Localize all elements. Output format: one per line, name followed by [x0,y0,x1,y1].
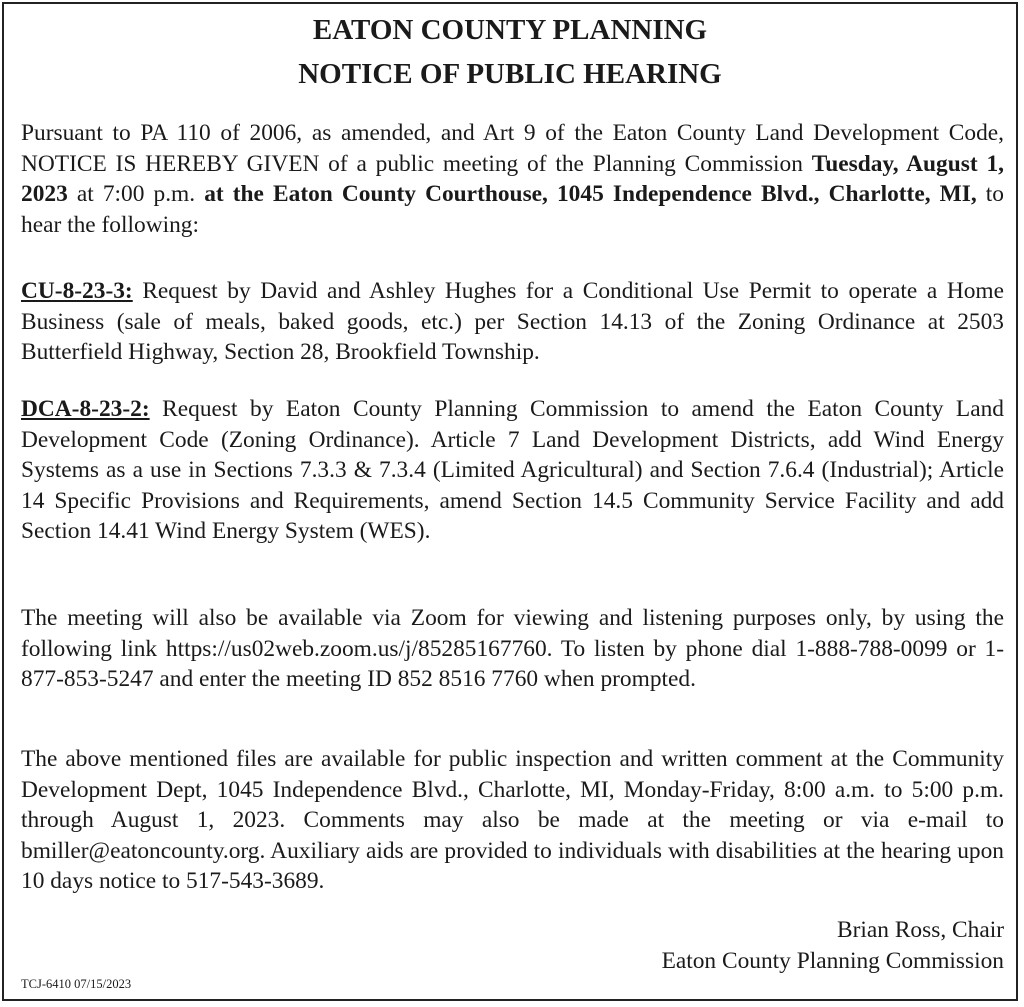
zoom-paragraph: The meeting will also be available via Zoom for viewing and listening purposes only, by using the following link https://us02web.zoom.us/j/85285167760. To listen by phone dial 1-888-788-0099 or 1-877-853-5247 and enter the meeting ID 852 8516 7760 when prompted. [21,605,1004,693]
case-id-dca: DCA-8-23-2: [21,396,150,422]
intro-paragraph [21,118,1004,240]
signature-block [662,915,1004,976]
case-id-cu: CU-8-23-3: [21,278,133,304]
notice-heading [4,8,1016,96]
heading-line-2: NOTICE OF PUBLIC HEARING [298,58,722,90]
heading-line-1: EATON COUNTY PLANNING [312,14,708,46]
case-item-dca [21,394,1004,547]
intro-text-2: at 7:00 p.m. [67,181,205,208]
intro-text-3: to hear the following: [21,181,1004,238]
case-text-dca: Request by Eaton County Planning Commission to amend the Eaton County Land Development Code (Zoning Ordinance). Article 7 Land Development Districts, add Wind Energy Systems as a use in Sections 7.3.3 & 7.3.4 (Limited Agricultural) and Section 7.6.4 (Industrial); Article 14 Specific Provisions and Requirements, amend Section 14.5 Community Service Facility and add Section 14.41 Wind Energy System (WES). [21,396,1004,545]
intro-text-1: Pursuant to PA 110 of 2006, as amended, and Art 9 of the Eaton County Land Development Code, NOTICE IS HEREBY GIVEN of a public meeting of the Planning Commission [21,120,1004,177]
case-item-cu [21,276,1004,368]
meeting-location: at the Eaton County Courthouse, 1045 Independence Blvd., Charlotte, MI, [204,181,977,208]
notice-reference-code: TCJ-6410 07/15/2023 [21,977,132,991]
signature-name: Brian Ross, Chair [837,917,1004,943]
meeting-date: Tuesday, August 1, 2023 [21,150,1004,208]
signature-organization: Eaton County Planning Commission [661,947,1004,974]
case-text-cu: Request by David and Ashley Hughes for a Conditional Use Permit to operate a Home Business (sale of meals, baked goods, etc.) per Section 14.13 of the Zoning Ordinance at 2503 Butterfield Highway, Section 28, Brookfield Township. [21,278,1004,366]
files-paragraph: The above mentioned files are available for public inspection and written comment at the Community Development Dept, 1045 Independence Blvd., Charlotte, MI, Monday-Friday, 8:00 a.m. to 5:00 p.m. through August 1, 2023. Comments may also be made at the meeting or via e-mail to bmiller@eatoncounty.org. Auxiliary aids are provided to individuals with disabilities at the hearing upon 10 days notice to 517-543-3689. [21,746,1004,895]
public-notice [2,2,1018,1001]
